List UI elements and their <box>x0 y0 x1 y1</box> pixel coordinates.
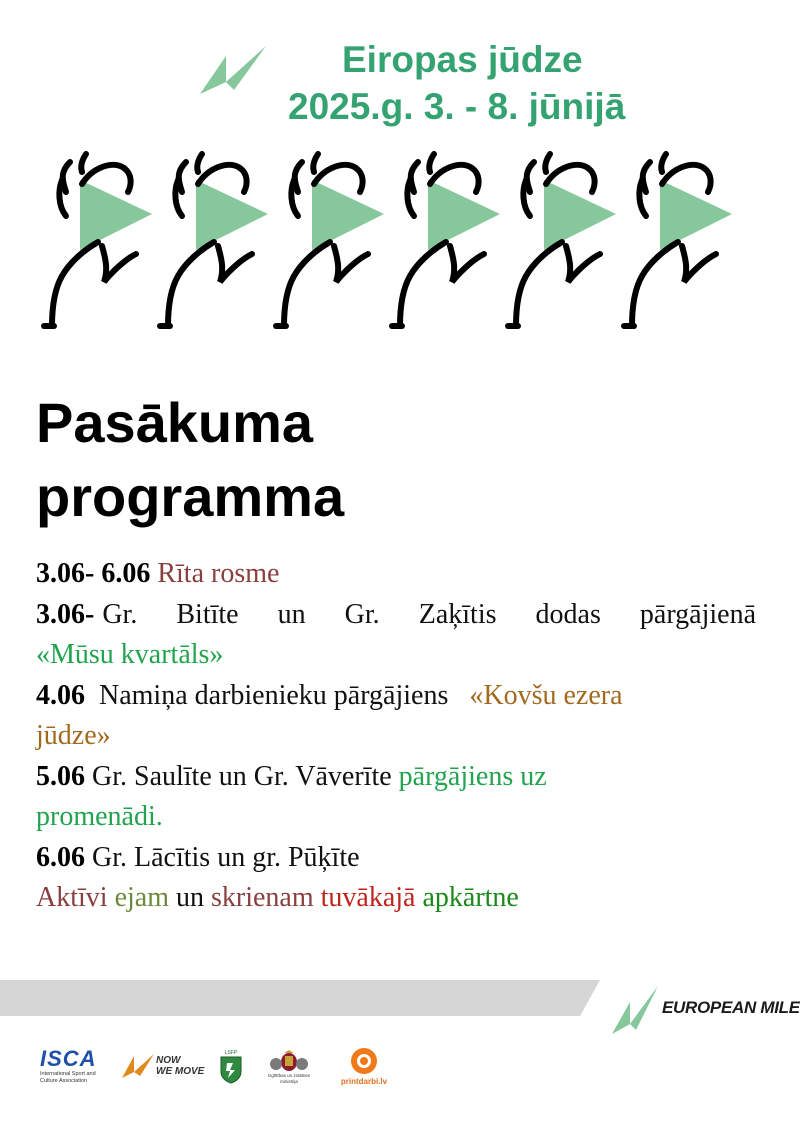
ministry-line2: ministrija <box>280 1079 298 1084</box>
lsfp-logo <box>220 1050 242 1084</box>
isca-logo <box>40 1048 114 1085</box>
now-we-move-line1: NOW <box>156 1055 181 1066</box>
program-item-1 <box>36 554 756 595</box>
program-heading <box>36 386 344 534</box>
item-highlight-b: jūdze» <box>36 720 111 751</box>
item-text: Namiņa darbienieku pārgājiens <box>99 679 449 711</box>
program-item-5 <box>36 838 756 879</box>
runners-illustration <box>40 150 770 340</box>
program-item-4 <box>36 757 756 798</box>
item-text: Gr. Bitīte un Gr. Zaķītis dodas pārgājienā <box>102 598 756 630</box>
now-we-move-line2: WE MOVE <box>156 1066 205 1077</box>
event-dates: 2025.g. 3. - 8. jūnijā <box>288 86 626 127</box>
item-text: Rīta rosme <box>157 558 280 589</box>
item-date: 4.06 <box>36 679 85 711</box>
program-list <box>36 554 756 919</box>
item-highlight-a: «Kovšu ezera <box>469 679 623 711</box>
printdarbi-circle-icon <box>349 1046 379 1076</box>
isca-sub-1: International Sport and <box>40 1071 96 1077</box>
item-highlight: «Mūsu kvartāls» <box>36 639 224 670</box>
isca-logo-text: ISCA <box>40 1046 97 1071</box>
lsfp-logo-text: LSFP <box>224 1050 238 1056</box>
item-date: 3.06- <box>36 598 95 630</box>
now-we-move-logo <box>120 1052 205 1082</box>
word-aktivi: Aktīvi <box>36 882 108 913</box>
program-item-3 <box>36 676 756 717</box>
isca-sub-2: Culture Association <box>40 1078 88 1084</box>
word-apkartne: apkārtne <box>422 882 519 913</box>
item-text: Gr. Lācītis un gr. Pūķīte <box>92 841 360 873</box>
word-skrienam: skrienam <box>210 882 314 913</box>
footer-band <box>0 980 600 1016</box>
item-highlight-b: promenādi. <box>36 801 163 832</box>
program-item-2 <box>36 595 756 636</box>
european-mile-label: EUROPEAN MILE <box>662 998 800 1017</box>
ministry-logo <box>262 1050 316 1088</box>
program-heading-line1: Pasākuma <box>36 391 314 454</box>
item-text: Gr. Saulīte un Gr. Vāverīte <box>92 760 392 792</box>
european-mile-footer-icon <box>610 984 660 1036</box>
item-date: 3.06- 6.06 <box>36 558 151 589</box>
printdarbi-logo <box>332 1046 396 1092</box>
ministry-line1: Izglītības un zinātnes <box>267 1073 311 1078</box>
event-title: Eiropas jūdze <box>342 39 583 80</box>
coat-of-arms-icon <box>269 1050 309 1072</box>
lsfp-shield-icon <box>220 1056 242 1084</box>
program-item-6 <box>36 878 756 919</box>
word-ejam: ejam <box>114 882 169 913</box>
item-date: 6.06 <box>36 841 85 873</box>
program-heading-line2: programma <box>36 465 345 528</box>
word-tuvakaja: tuvākajā <box>320 882 416 913</box>
now-we-move-icon <box>120 1052 156 1080</box>
printdarbi-text: printdarbi.lv <box>340 1077 388 1086</box>
item-date: 5.06 <box>36 760 85 792</box>
european-mile-logo-icon <box>196 44 270 98</box>
item-highlight-a: pārgājiens uz <box>398 760 547 792</box>
word-un: un <box>175 882 204 913</box>
